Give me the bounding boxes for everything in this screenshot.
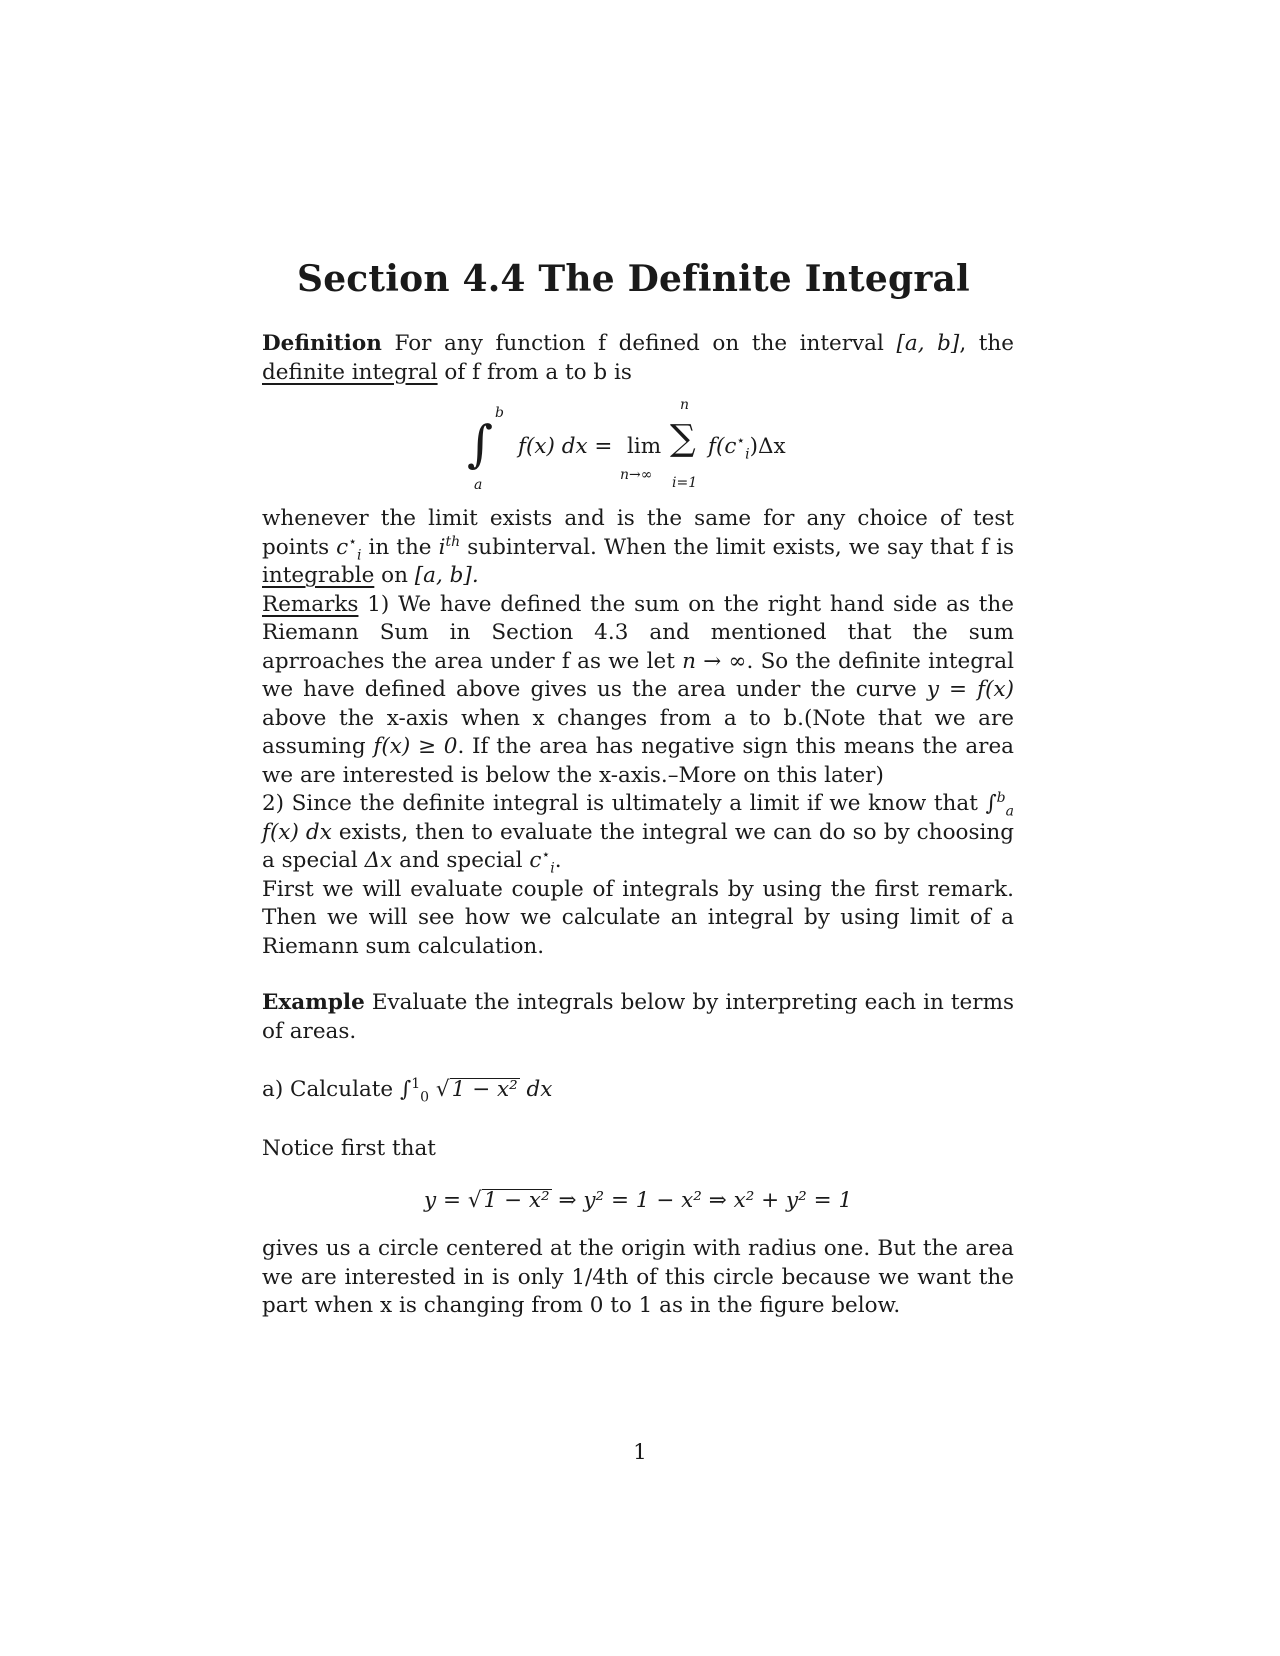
ith-sup: th <box>445 533 461 550</box>
whenever-text-4: on <box>381 563 408 588</box>
notice-paragraph: Notice first that <box>262 1135 436 1161</box>
definition-text-2: , the <box>959 331 1014 356</box>
whenever-paragraph <box>262 505 1014 591</box>
remark-2-integrand: f(x) dx <box>262 819 332 845</box>
remark-2-upper: b <box>996 789 1006 806</box>
definition-label: Definition <box>262 331 382 356</box>
limit-operator: lim <box>627 434 662 459</box>
example-paragraph <box>262 989 1014 1046</box>
definition-equation <box>262 391 1014 501</box>
ith <box>439 535 461 560</box>
remark-2 <box>262 790 1014 876</box>
section-title: Section 4.4 The Definite Integral <box>297 258 970 300</box>
part-a: a) Calculate ∫$^1_0$ √1 − x² dx <box>262 1075 553 1106</box>
remark-2-text-2: exists, then to evaluate the integral we can do so by choosing a special <box>262 819 1014 873</box>
circle-eq-radicand: 1 − x² <box>483 1188 550 1213</box>
sum-sign: ∑ <box>670 418 696 459</box>
integrable-term: integrable <box>262 563 375 588</box>
remark-2-text: 2) Since the definite integral is ultimately a limit if we know that <box>262 791 978 816</box>
part-a-integral-sign: ∫ <box>399 1077 412 1102</box>
remark-1-text-4: . If the area has negative sign this means the area we are interested is below the x-axis.–More on this later) <box>262 734 1014 788</box>
gives-paragraph: gives us a circle centered at the origin with radius one. But the area we are interested in is only 1/4th of this circle because we want the part when x is changing from 0 to 1 as in the figure below. <box>262 1236 1014 1318</box>
remark-1 <box>262 591 1014 791</box>
spacer <box>262 1105 1014 1135</box>
spacer <box>262 961 1014 989</box>
remark-2-dx: Δx <box>364 848 393 873</box>
remark-1-text-2: . So the definite integral we have defined above gives us the area under the curve <box>262 648 1014 702</box>
definition-text-3: of f from a to b is <box>444 359 632 385</box>
remark-1-curve: y = f(x) <box>926 677 1014 702</box>
summand-head: f(c <box>708 434 737 459</box>
integral-upper-limit: b <box>495 405 504 421</box>
circle-eq-lhs: y = <box>424 1188 461 1213</box>
test-point-index: i <box>356 546 362 563</box>
part-a-label: a) Calculate <box>262 1077 394 1102</box>
remark-2-c-letter: c <box>529 848 542 873</box>
definition-paragraph <box>262 330 1014 387</box>
example-label: Example <box>262 990 365 1015</box>
remark-2-integral-sign: ∫ <box>985 791 997 816</box>
circle-eq-rest: ⇒ y² = 1 − x² ⇒ x² + y² = 1 <box>558 1188 853 1213</box>
test-point <box>336 533 362 563</box>
summand-index: i <box>745 446 750 463</box>
limit-subscript: n→∞ <box>620 467 653 483</box>
definite-integral-term: definite integral <box>262 359 438 385</box>
test-point-star: ⋆ <box>348 533 357 550</box>
remark-2-c-star: ⋆ <box>541 846 551 863</box>
ith-i: i <box>438 534 446 560</box>
remark-2-lower: a <box>1005 803 1014 820</box>
remark-1-limit: n → ∞ <box>682 648 747 674</box>
page-number: 1 <box>633 1440 647 1465</box>
integral-sign: ∫ <box>467 415 494 473</box>
whenever-interval: [a, b]. <box>414 563 479 588</box>
remark-1-assumption: f(x) ≥ 0 <box>373 734 458 759</box>
first-paragraph: First we will evaluate couple of integrals by using the first remark. Then we will see how we calculate an integral by using limit of a Riemann sum calculation. <box>262 876 1014 959</box>
part-a-dx: dx <box>526 1077 553 1102</box>
remark-1-text-3: above the x-axis when x changes from a to b.(Note that we are assuming <box>262 705 1014 759</box>
remark-2-end: . <box>554 848 562 873</box>
sum-upper-limit: n <box>680 397 690 413</box>
summand-star: ⋆ <box>736 432 746 449</box>
definition-interval: [a, b] <box>896 331 960 356</box>
sum-lower-limit: i=1 <box>672 475 698 491</box>
remark-1-text: 1) We have defined the sum on the right hand side as the Riemann Sum in Section 4.3 and mentioned that the sum aprroaches the area under f as we let <box>262 591 1014 674</box>
whenever-text: whenever the limit exists and is the same for any choice of test points <box>262 506 1014 560</box>
remark-2-text-3: and special <box>399 848 523 873</box>
integrand: f(x) dx = <box>518 434 613 459</box>
integral-lower-limit: a <box>474 477 483 493</box>
whenever-text-2: in the <box>368 534 432 560</box>
remark-2-c <box>529 846 555 877</box>
circle-equation <box>262 1167 1014 1231</box>
definition-text: For any function f defined on the interval <box>394 331 884 356</box>
circle-equation-line: y = √1 − x² ⇒ y² = 1 − x² ⇒ x² + y² = 1 <box>424 1188 853 1213</box>
whenever-text-3: subinterval. When the limit exists, we say that f is <box>467 534 1014 560</box>
body-text <box>262 330 1014 1321</box>
part-a-radicand: 1 − x² <box>451 1077 518 1102</box>
remarks-label: Remarks <box>262 591 359 617</box>
test-point-c: c <box>336 534 349 560</box>
part-a-upper: 1 <box>411 1075 421 1092</box>
spacer <box>262 1046 1014 1076</box>
summand <box>708 433 786 462</box>
example-text: Evaluate the integrals below by interpreting each in terms of areas. <box>262 990 1014 1044</box>
part-a-lower: 0 <box>420 1089 430 1106</box>
summand-tail: )Δx <box>749 434 786 459</box>
remark-2-c-index: i <box>550 860 555 877</box>
